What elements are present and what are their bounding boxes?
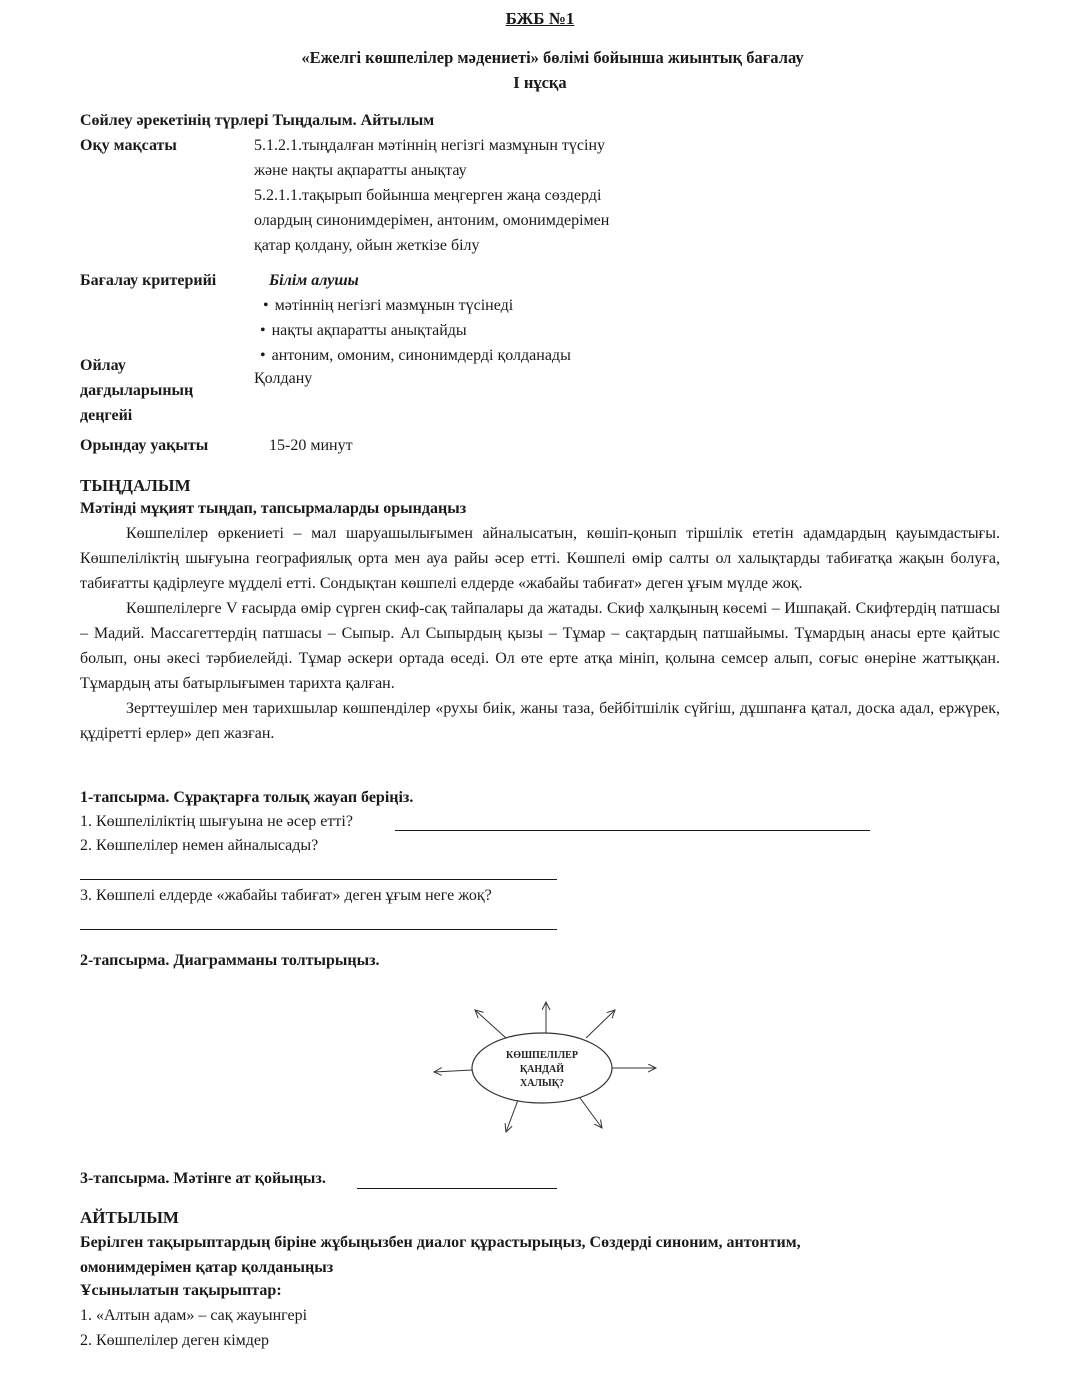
spider-diagram bbox=[420, 990, 670, 1140]
question-1: 1. Көшпеліліктің шығуына не әсер етті? bbox=[80, 813, 353, 830]
criteria-label: Бағалау критерийі bbox=[80, 272, 217, 289]
criteria-heading: Білім алушы bbox=[269, 272, 359, 289]
criteria-item: • антоним, омоним, синонимдерді қолданады bbox=[260, 343, 571, 368]
topic-item: 1. «Алтын адам» – сақ жауынгері bbox=[80, 1307, 308, 1324]
goals-list bbox=[254, 133, 609, 258]
task2-heading: 2-тапсырма. Диаграмманы толтырыңыз. bbox=[80, 952, 380, 969]
diagram-arrow bbox=[580, 1098, 602, 1128]
time-value: 15-20 минут bbox=[269, 437, 353, 454]
listening-heading: ТЫҢДАЛЫМ bbox=[80, 476, 191, 495]
goal-line: 5.2.1.1.тақырып бойынша меңгерген жаңа сөздерді bbox=[254, 187, 602, 204]
title-answer-line[interactable] bbox=[357, 1188, 557, 1189]
goal-line: қатар қолдану, ойын жеткізе білу bbox=[254, 237, 480, 254]
document-title: БЖБ №1 bbox=[505, 9, 575, 28]
goal-line: олардың синонимдерімен, антоним, омонимдерімен bbox=[254, 212, 610, 229]
criteria-item: • нақты ақпаратты анықтайды bbox=[260, 318, 571, 343]
answer-line-1[interactable] bbox=[395, 830, 870, 831]
diagram-arrow bbox=[434, 1070, 472, 1072]
topics-label: Ұсынылатын тақырыптар: bbox=[80, 1282, 282, 1299]
speaking-heading: АЙТЫЛЫМ bbox=[80, 1208, 179, 1227]
goal-line: 5.1.2.1.тыңдалған мәтіннің негізгі мазмұнын түсіну bbox=[254, 137, 606, 154]
criteria-item: • мәтіннің негізгі мазмұнын түсінеді bbox=[260, 293, 571, 318]
activity-types: Сөйлеу әрекетінің түрлері Тыңдалым. Айтылым bbox=[80, 112, 435, 129]
thinking-value: Қолдану bbox=[254, 370, 313, 387]
time-label: Орындау уақыты bbox=[80, 437, 209, 454]
thinking-label: Ойлау дағдыларының деңгейі bbox=[80, 357, 194, 424]
document-subtitle: «Ежелгі көшпелілер мәдениеті» бөлімі бойынша жиынтық бағалау bbox=[301, 48, 804, 67]
text-paragraph: Көшпелілерге V ғасырда өмір сүрген скиф-сақ тайпалары да жатады. Скиф халқының көсемі – Ишпақай. Скифтердің патшасы – Мадий. Массагеттердің патшасы – Сыпыр. Ал Сыпырдың қызы – Тұмар – сақтардың патшайымы. Тұмардың анасы ерте қайтыс болып, оны әкесі тәрбиелейді. Тұмар әскери ортада өседі. Ол өте ерте атқа мініп, қолына семсер алып, соғыс өнеріне жаттыққан. Тұмардың аты батырлығымен тарихта қалған. bbox=[80, 600, 1000, 692]
diagram-label-line: ХАЛЫҚ? bbox=[520, 1078, 564, 1089]
diagram-label-line: КӨШПЕЛІЛЕР bbox=[506, 1050, 578, 1061]
goal-line: және нақты ақпаратты анықтау bbox=[254, 162, 467, 179]
speaking-instruction: Берілген тақырыптардың біріне жұбыңызбен диалог құрастырыңыз, Сөздерді синоним, антонтим, омонимдерімен қатар қолданыңыз bbox=[80, 1234, 801, 1276]
text-paragraph: Көшпелілер өркениеті – мал шаруашылығымен айналысатын, көшіп-қонып тіршілік ететін адамдардың қауымдастығы. Көшпеліліктің шығуына географиялық орта мен ауа райы әсер етті. Көшпелі өмір салты ол халықтарды табиғатқа жақын болуға, табиғатты қадірлеуге мүдделі етті. Сондықтан көшпелі елдерде «жабайы табиғат» деген ұғым мүлде жоқ. bbox=[80, 525, 1000, 592]
question-3: 3. Көшпелі елдерде «жабайы табиғат» деген ұғым неге жоқ? bbox=[80, 887, 492, 904]
variant-label: І нұсқа bbox=[513, 73, 567, 92]
diagram-arrow bbox=[475, 1010, 506, 1038]
topics-list bbox=[80, 1303, 307, 1353]
topic-item: 2. Көшпелілер деген кімдер bbox=[80, 1332, 270, 1349]
goals-label: Оқу мақсаты bbox=[80, 137, 177, 154]
answer-line-3[interactable] bbox=[80, 929, 557, 930]
diagram-label-line: ҚАНДАЙ bbox=[519, 1064, 565, 1075]
answer-line-2[interactable] bbox=[80, 879, 557, 880]
listening-instruction: Мәтінді мұқият тыңдап, тапсырмаларды орындаңыз bbox=[80, 500, 467, 517]
question-2: 2. Көшпелілер немен айналысады? bbox=[80, 837, 319, 854]
task1-heading: 1-тапсырма. Сұрақтарға толық жауап беріңіз. bbox=[80, 789, 414, 806]
criteria-list bbox=[260, 293, 571, 368]
task3-heading: 3-тапсырма. Мәтінге ат қойыңыз. bbox=[80, 1170, 326, 1187]
text-paragraph: Зерттеушілер мен тарихшылар көшпенділер «рухы биік, жаны таза, бейбітшілік сүйгіш, дұшпанға қатал, доска адал, ержүрек, құдіретті ерлер» деп жазған. bbox=[80, 700, 1000, 742]
listening-text bbox=[80, 521, 1000, 746]
diagram-arrow bbox=[506, 1100, 518, 1132]
diagram-arrow bbox=[586, 1010, 615, 1038]
